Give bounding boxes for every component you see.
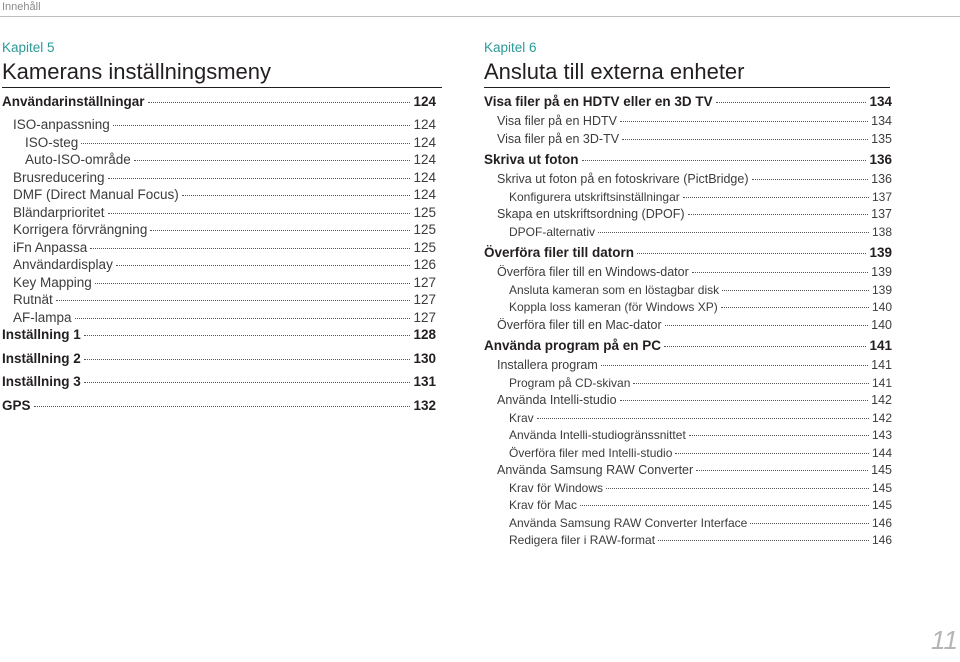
toc-entry-title: Brusreducering [13, 169, 105, 185]
toc-entry[interactable] [2, 257, 436, 275]
toc-entry-title: Använda Samsung RAW Converter [497, 463, 694, 477]
dot-leader [688, 214, 869, 215]
dot-leader [108, 178, 411, 179]
dot-leader [620, 400, 869, 401]
chapter-6-column [484, 40, 924, 551]
dot-leader [116, 265, 411, 266]
toc-entry-page: 146 [871, 533, 892, 547]
toc-entry-page: 134 [869, 94, 892, 109]
page-number: 11 [931, 625, 958, 655]
toc-entry-title: Visa filer på en HDTV eller en 3D TV [484, 94, 713, 109]
chapter-title: Kamerans inställningsmeny [2, 56, 442, 88]
toc-entry-title: Krav [509, 410, 534, 425]
toc-entry-page: 124 [413, 169, 436, 185]
toc-entry-title: iFn Anpassa [13, 239, 88, 255]
toc-entry[interactable] [2, 351, 436, 375]
toc-entry[interactable] [484, 190, 892, 208]
toc-entry-page: 138 [871, 224, 892, 239]
toc-entry-title: Inställning 2 [2, 350, 81, 366]
dot-leader [150, 230, 410, 231]
toc-entry-title: Bländarprioritet [13, 204, 105, 220]
toc-entry[interactable] [2, 117, 436, 135]
dot-leader [582, 160, 867, 161]
dot-leader [182, 195, 411, 196]
toc-entry-title: AF-lampa [13, 309, 72, 325]
toc-entry-page: 135 [871, 131, 892, 146]
toc-list [2, 94, 442, 421]
dot-leader [84, 359, 411, 360]
toc-entry-title: GPS [2, 397, 31, 413]
dot-leader [113, 125, 411, 126]
toc-entry[interactable] [484, 300, 892, 318]
toc-entry-title: DPOF-alternativ [509, 224, 596, 239]
toc-entry-page: 134 [871, 114, 892, 128]
toc-entry[interactable] [484, 358, 892, 376]
toc-entry-title: Krav för Mac [509, 498, 578, 512]
toc-entry-title: Konfigurera utskriftsinställningar [509, 189, 680, 204]
toc-entry-page: 127 [413, 274, 436, 290]
toc-entry[interactable] [484, 245, 892, 265]
toc-entry-page: 124 [413, 152, 436, 167]
toc-entry-page: 124 [413, 94, 436, 109]
toc-entry[interactable] [2, 275, 436, 293]
toc-entry-title: Visa filer på en HDTV [497, 114, 617, 128]
toc-entry-title: Användardisplay [13, 257, 113, 272]
dot-leader [689, 435, 869, 436]
toc-entry[interactable] [2, 327, 436, 351]
toc-entry-page: 139 [869, 245, 892, 260]
toc-entry-title: Överföra filer med Intelli-studio [509, 445, 673, 460]
dot-leader [606, 488, 869, 489]
toc-entry-title: Inställning 1 [2, 327, 81, 342]
toc-entry[interactable] [2, 187, 436, 205]
dot-leader [721, 307, 869, 308]
toc-entry-title: DMF (Direct Manual Focus) [13, 187, 179, 202]
toc-entry[interactable] [2, 222, 436, 240]
toc-entry-page: 140 [871, 300, 892, 314]
toc-entry-title: Ansluta kameran som en löstagbar disk [509, 282, 720, 297]
toc-entry-page: 137 [871, 189, 892, 204]
dot-leader [752, 179, 869, 180]
toc-entry-title: Redigera filer i RAW-format [509, 533, 656, 547]
toc-entry-title: Skriva ut foton [484, 152, 579, 167]
toc-entry[interactable] [2, 292, 436, 310]
toc-entry[interactable] [484, 411, 892, 429]
toc-entry-title: Inställning 3 [2, 374, 81, 389]
toc-entry[interactable] [484, 132, 892, 150]
toc-entry-page: 128 [413, 327, 436, 342]
dot-leader [692, 272, 868, 273]
toc-entry[interactable] [484, 393, 892, 411]
toc-entry[interactable] [484, 318, 892, 336]
toc-entry-title: Överföra filer till en Mac-dator [497, 317, 662, 332]
toc-entry[interactable] [484, 114, 892, 132]
toc-entry[interactable] [484, 265, 892, 283]
toc-entry-page: 139 [871, 265, 892, 279]
toc-entry[interactable] [484, 94, 892, 114]
toc-entry[interactable] [484, 376, 892, 394]
dot-leader [664, 346, 866, 347]
toc-entry[interactable] [484, 172, 892, 190]
toc-entry-title: Användarinställningar [2, 94, 145, 109]
dot-leader [633, 383, 869, 384]
toc-entry-page: 125 [413, 204, 436, 220]
toc-entry-page: 124 [413, 117, 436, 132]
toc-entry-page: 142 [871, 410, 892, 425]
dot-leader [75, 318, 411, 319]
toc-entry-title: Visa filer på en 3D-TV [497, 131, 620, 146]
toc-entry-page: 143 [871, 428, 892, 442]
toc-entry-title: Auto-ISO-område [25, 152, 131, 167]
dot-leader [148, 102, 411, 103]
toc-entry-title: Använda program på en PC [484, 338, 662, 353]
dot-leader [675, 453, 869, 454]
toc-entry-title: Skapa en utskriftsordning (DPOF) [497, 207, 685, 221]
toc-entry-title: Överföra filer till datorn [484, 245, 635, 260]
toc-entry[interactable] [2, 152, 436, 170]
dot-leader [108, 213, 411, 214]
dot-leader [537, 418, 869, 419]
dot-leader [598, 232, 869, 233]
toc-entry[interactable] [2, 240, 436, 258]
toc-entry[interactable] [484, 463, 892, 481]
toc-entry[interactable] [484, 225, 892, 243]
toc-entry-page: 125 [413, 222, 436, 237]
dot-leader [84, 335, 411, 336]
toc-entry[interactable] [2, 170, 436, 188]
toc-entry-page: 136 [869, 152, 892, 167]
toc-entry[interactable] [2, 398, 436, 422]
toc-entry[interactable] [484, 446, 892, 464]
toc-entry[interactable] [484, 428, 892, 446]
dot-leader [716, 102, 867, 103]
toc-entry-page: 139 [871, 282, 892, 297]
toc-entry-page: 127 [413, 292, 436, 307]
dot-leader [665, 325, 869, 326]
toc-entry[interactable] [484, 283, 892, 301]
toc-entry-page: 141 [871, 358, 892, 372]
dot-leader [601, 365, 868, 366]
dot-leader [134, 160, 411, 161]
dot-leader [620, 121, 868, 122]
toc-list [484, 94, 924, 551]
toc-entry[interactable] [2, 94, 436, 117]
toc-entry[interactable] [484, 533, 892, 551]
toc-entry-title: ISO-steg [25, 134, 79, 150]
toc-entry-page: 137 [871, 207, 892, 221]
toc-entry-title: ISO-anpassning [13, 117, 110, 132]
toc-entry[interactable] [484, 516, 892, 534]
toc-entry-page: 144 [871, 445, 892, 460]
toc-entry-page: 141 [871, 375, 892, 390]
dot-leader [580, 505, 869, 506]
toc-entry-title: Använda Samsung RAW Converter Interface [509, 515, 748, 530]
toc-entry-page: 131 [413, 374, 436, 389]
toc-entry-page: 140 [871, 317, 892, 332]
toc-entry-title: Krav för Windows [509, 480, 604, 495]
toc-entry[interactable] [484, 498, 892, 516]
toc-entry-page: 146 [871, 515, 892, 530]
chapter-title: Ansluta till externa enheter [484, 56, 890, 88]
dot-leader [658, 540, 869, 541]
contents-link[interactable]: Innehåll [2, 1, 41, 13]
toc-entry-page: 125 [413, 239, 436, 255]
toc-entry-page: 130 [413, 350, 436, 366]
toc-entry[interactable] [484, 207, 892, 225]
toc-entry-title: Korrigera förvrängning [13, 222, 148, 237]
toc-entry-title: Koppla loss kameran (för Windows XP) [509, 300, 718, 314]
toc-entry[interactable] [484, 152, 892, 172]
toc-entry-page: 142 [871, 393, 892, 407]
toc-entry-title: Installera program [497, 358, 598, 372]
chapter-label: Kapitel 5 [2, 40, 55, 55]
toc-entry-page: 124 [413, 187, 436, 202]
toc-entry-title: Key Mapping [13, 274, 92, 290]
toc-entry[interactable] [2, 310, 436, 328]
dot-leader [683, 197, 869, 198]
dot-leader [56, 300, 411, 301]
toc-entry-page: 124 [413, 134, 436, 150]
toc-entry[interactable] [484, 338, 892, 358]
top-bar [0, 0, 960, 17]
toc-entry[interactable] [484, 481, 892, 499]
toc-entry-title: Skriva ut foton på en fotoskrivare (PictBridge) [497, 172, 749, 186]
dot-leader [81, 143, 410, 144]
dot-leader [95, 283, 411, 284]
dot-leader [696, 470, 868, 471]
toc-entry-page: 136 [871, 172, 892, 186]
chapter-label: Kapitel 6 [484, 40, 537, 55]
toc-entry-title: Rutnät [13, 292, 53, 307]
toc-entry[interactable] [2, 205, 436, 223]
toc-entry-title: Använda Intelli-studiogränssnittet [509, 428, 686, 442]
chapter-5-column [2, 40, 442, 421]
toc-entry-title: Använda Intelli-studio [497, 393, 617, 407]
dot-leader [750, 523, 869, 524]
dot-leader [622, 139, 868, 140]
toc-entry-page: 145 [871, 463, 892, 477]
toc-entry-page: 145 [871, 480, 892, 495]
dot-leader [84, 382, 411, 383]
toc-entry-page: 127 [413, 309, 436, 325]
dot-leader [90, 248, 410, 249]
toc-entry-page: 132 [413, 397, 436, 413]
toc-entry[interactable] [2, 374, 436, 398]
toc-entry-page: 145 [871, 498, 892, 512]
toc-entry-page: 126 [413, 257, 436, 272]
toc-entry-title: Överföra filer till en Windows-dator [497, 265, 689, 279]
toc-entry-title: Program på CD-skivan [509, 375, 631, 390]
dot-leader [34, 406, 411, 407]
dot-leader [637, 253, 866, 254]
toc-entry-page: 141 [869, 338, 892, 353]
toc-entry[interactable] [2, 135, 436, 153]
dot-leader [722, 290, 869, 291]
